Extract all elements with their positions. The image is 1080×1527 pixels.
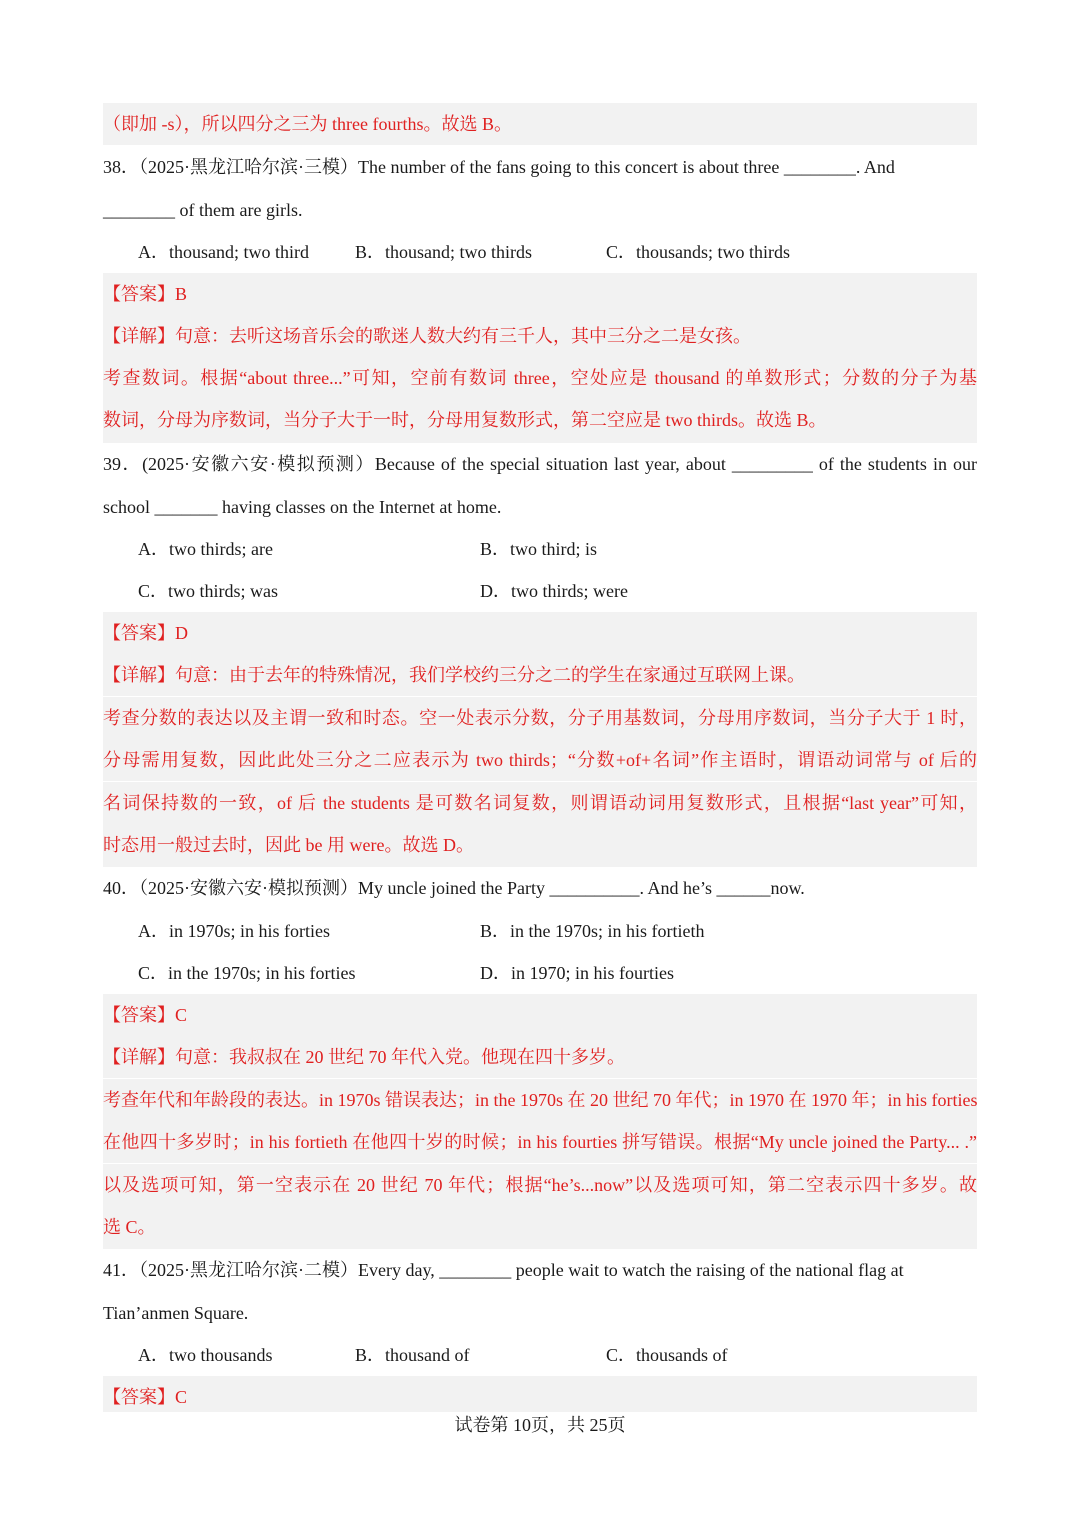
- question-38-explain-3: 数词，分母为序数词，当分子大于一时，分母用复数形式，第二空应是 two thirds。故选 B。: [103, 399, 977, 443]
- question-40-option-a: A．in 1970s; in his forties: [138, 921, 330, 941]
- question-38-explain-1: 【详解】句意：去听这场音乐会的歌迷人数大约有三千人，其中三分之二是女孩。: [103, 315, 977, 357]
- question-40-explain-1: 【详解】句意：我叔叔在 20 世纪 70 年代入党。他现在四十多岁。: [103, 1036, 977, 1078]
- question-38-answer: 【答案】B: [103, 273, 977, 315]
- question-40-option-b: B．in the 1970s; in his fortieth: [480, 921, 705, 941]
- question-38-stem: 38．（2025·黑龙江哈尔滨·三模）The number of the fans going to this concert is about three ________. And: [103, 157, 895, 177]
- question-38-option-c: C．thousands; two thirds: [606, 242, 791, 262]
- question-41-answer: 【答案】C: [103, 1376, 977, 1412]
- question-40-stem: 40．（2025·安徽六安·模拟预测）My uncle joined the Party __________. And he’s ______now.: [103, 878, 805, 898]
- question-41-stem-cont: Tian’anmen Square.: [103, 1303, 249, 1323]
- question-39-option-a: A．two thirds; are: [138, 539, 273, 559]
- question-41-option-b: B．thousand of: [355, 1345, 470, 1365]
- question-40-explain-2: 考查年代和年龄段的表达。in 1970s 错误表达；in the 1970s 在 20 世纪 70 年代；in 1970 在 1970 年；in his forties: [103, 1079, 977, 1121]
- question-38-stem-cont: ________ of them are girls.: [103, 200, 303, 220]
- question-38-option-a: A．thousand; two third: [138, 242, 309, 262]
- explanation-line: （即加 -s），所以四分之三为 three fourths。故选 B。: [103, 114, 512, 134]
- question-41-stem: 41．（2025·黑龙江哈尔滨·二模）Every day, ________ people wait to watch the raising of the national flag at: [103, 1260, 904, 1280]
- question-40-option-d: D．in 1970; in his fourties: [480, 963, 674, 983]
- question-39-explain-5: 时态用一般过去时，因此 be 用 were。故选 D。: [103, 824, 977, 867]
- question-39-option-d: D．two thirds; were: [480, 581, 628, 601]
- question-39-stem: 39．(2025·安徽六安·模拟预测）Because of the special situation last year, about _________ of the students in our: [103, 454, 977, 474]
- question-39-answer: 【答案】D: [103, 612, 977, 654]
- question-39-explain-3: 分母需用复数，因此此处三分之二应表示为 two thirds；“分数+of+名词”作主语时，谓语动词常与 of 后的: [103, 739, 977, 781]
- question-39-explain-4: 名词保持数的一致，of 后 the students 是可数名词复数，则谓语动词用复数形式，且根据“last year”可知，: [103, 782, 977, 824]
- question-40-answer: 【答案】C: [103, 994, 977, 1036]
- question-38-explain-2: 考查数词。根据“about three...”可知，空前有数词 three，空处应是 thousand 的单数形式；分数的分子为基: [103, 357, 977, 399]
- question-39-explain-2: 考查分数的表达以及主谓一致和时态。空一处表示分数，分子用基数词，分母用序数词，当分子大于 1 时，: [103, 697, 977, 739]
- question-40-explain-5: 选 C。: [103, 1206, 977, 1249]
- question-41-option-a: A．two thousands: [138, 1345, 273, 1365]
- question-40-explain-3: 在他四十多岁时；in his fortieth 在他四十岁的时候；in his fourties 拼写错误。根据“My uncle joined the Party... .”: [103, 1121, 977, 1163]
- question-39-stem-cont: school _______ having classes on the Internet at home.: [103, 497, 502, 517]
- answer-block-prev: [103, 103, 977, 145]
- page-footer: 试卷第 10页，共 25页: [454, 1415, 626, 1435]
- question-40-explain-4: 以及选项可知，第一空表示在 20 世纪 70 年代；根据“he’s...now”以及选项可知，第二空表示四十多岁。故: [103, 1164, 977, 1206]
- question-39-explain-1: 【详解】句意：由于去年的特殊情况，我们学校约三分之二的学生在家通过互联网上课。: [103, 654, 977, 696]
- question-39-option-c: C．two thirds; was: [138, 581, 279, 601]
- question-41-option-c: C．thousands of: [606, 1345, 728, 1365]
- question-39-option-b: B．two third; is: [480, 539, 598, 559]
- question-38-option-b: B．thousand; two thirds: [355, 242, 533, 262]
- question-40-option-c: C．in the 1970s; in his forties: [138, 963, 356, 983]
